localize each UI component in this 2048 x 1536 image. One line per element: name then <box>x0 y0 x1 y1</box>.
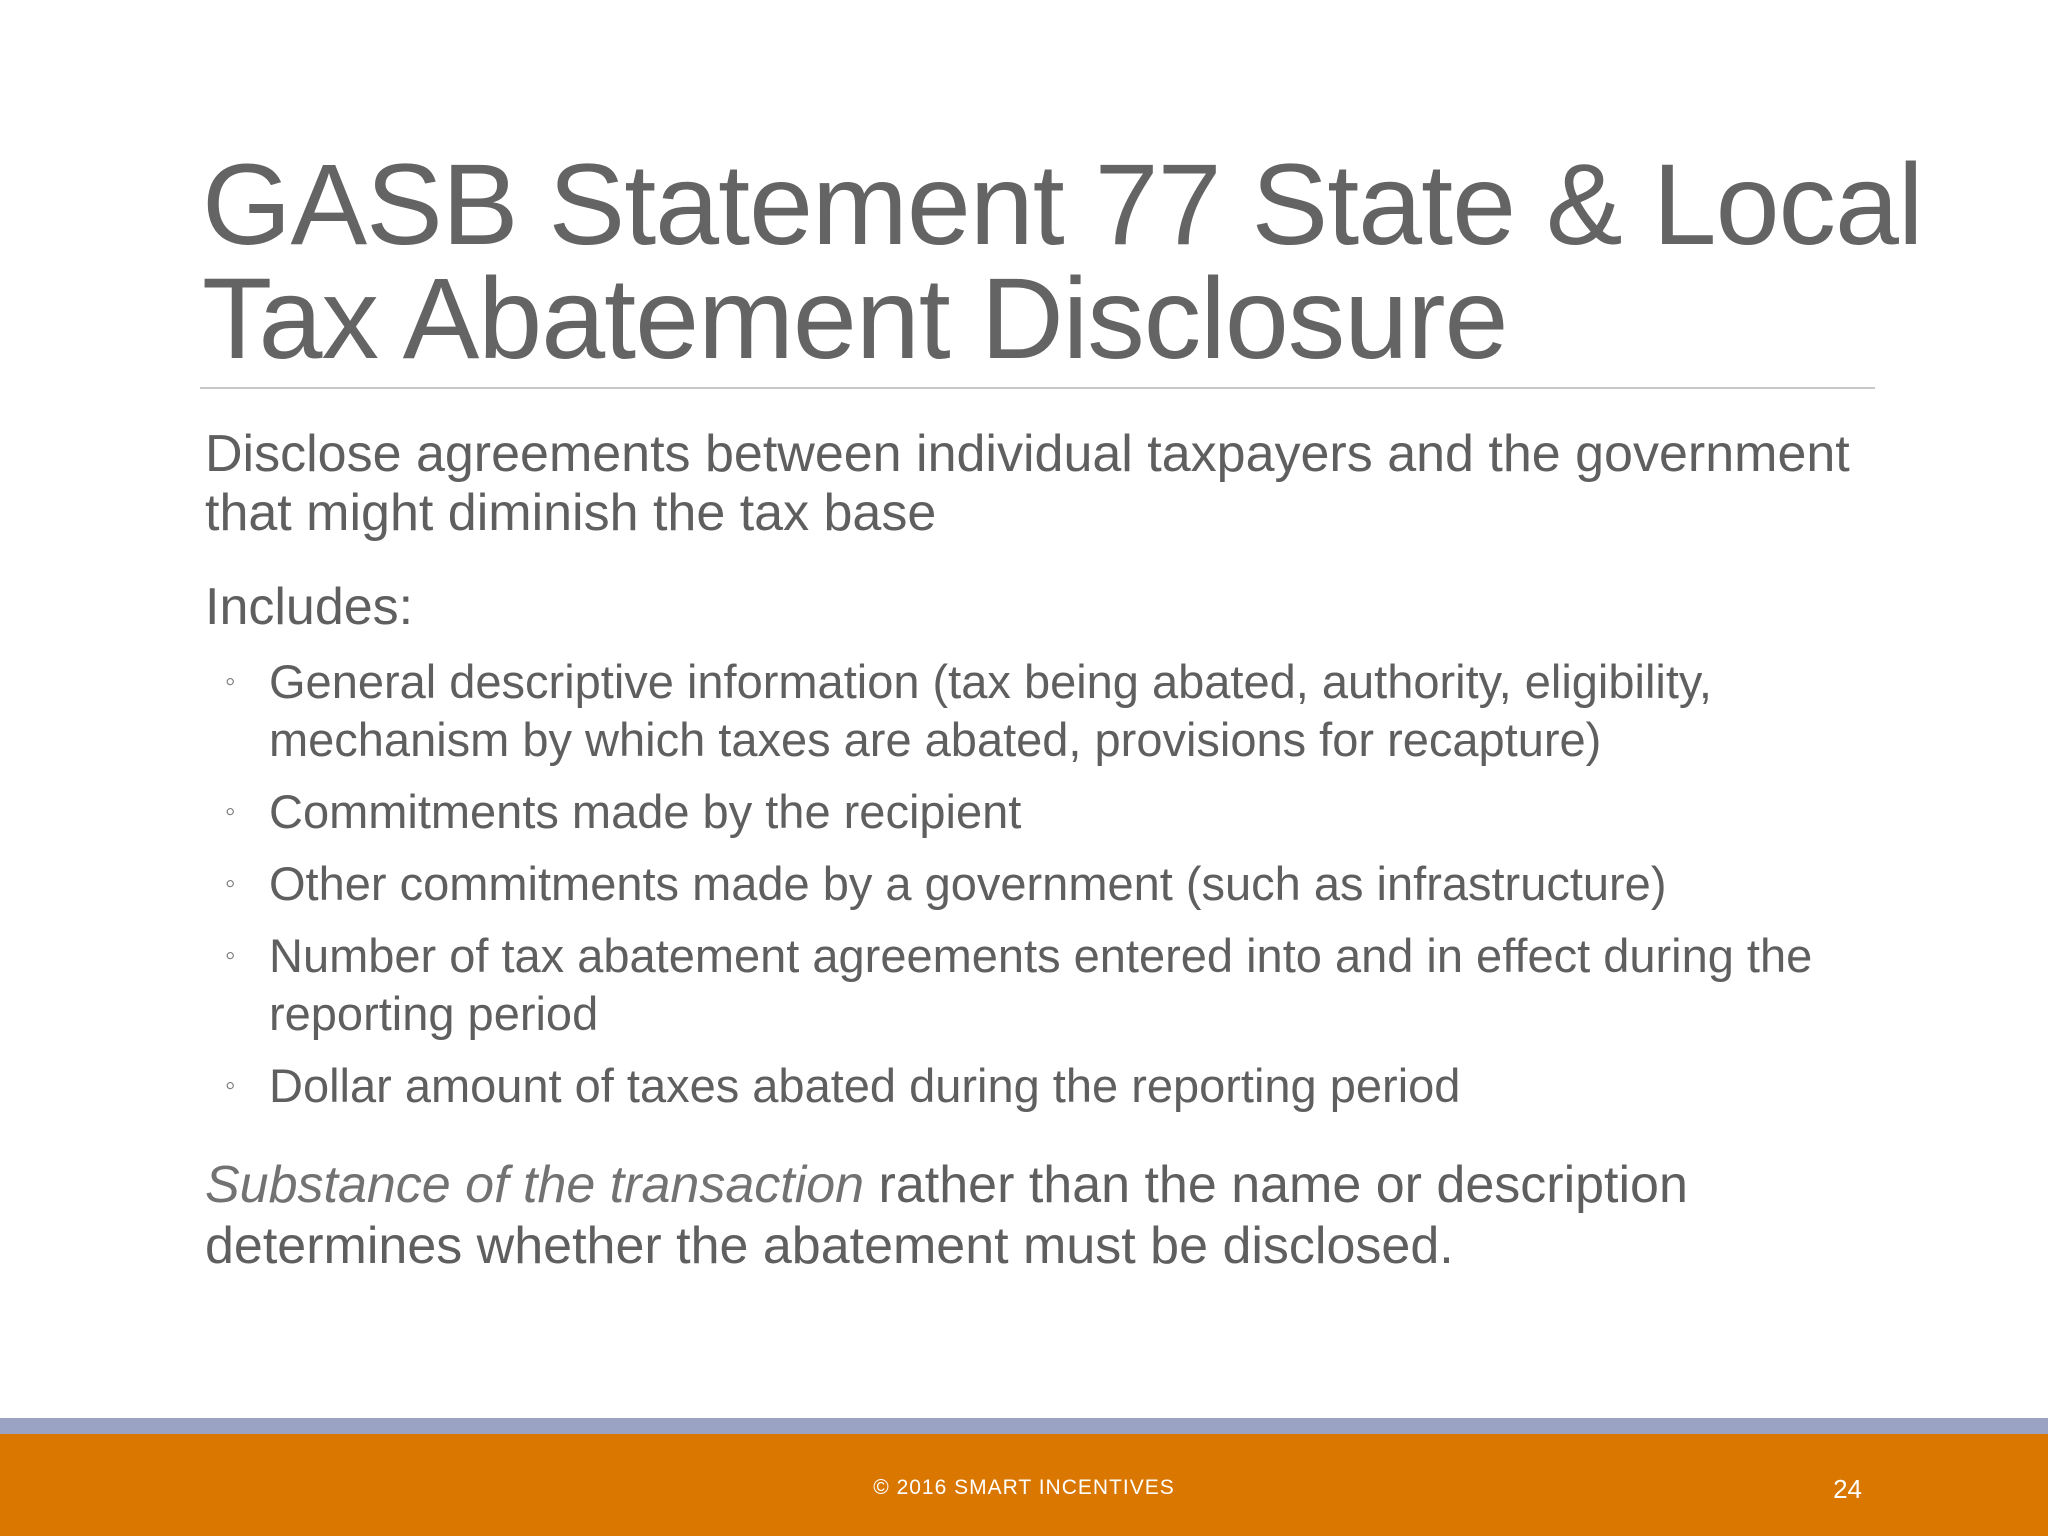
footer-bar <box>0 1434 2048 1536</box>
bullet-circle-icon: ◦ <box>225 1069 236 1102</box>
list-item <box>205 653 1885 769</box>
bullet-circle-icon: ◦ <box>225 795 236 828</box>
page-number: 24 <box>1833 1474 1862 1504</box>
slide-body <box>205 425 1885 1277</box>
copyright-text: © 2016 SMART INCENTIVES <box>873 1476 1175 1499</box>
includes-label: Includes: <box>205 578 414 636</box>
title-divider <box>200 387 1875 389</box>
bullet-circle-icon: ◦ <box>225 867 236 900</box>
substance-emphasis: Substance of the transaction <box>205 1156 865 1214</box>
list-item-text: General descriptive information (tax being abated, authority, eligibility, mechanism by which taxes are abated, provisions for recapture) <box>269 655 1712 766</box>
slide-title-line-1: GASB Statement 77 State & Local <box>202 141 1923 269</box>
bullet-circle-icon: ◦ <box>225 665 236 698</box>
list-item-text: Dollar amount of taxes abated during the reporting period <box>269 1059 1461 1112</box>
list-item <box>205 855 1885 913</box>
list-item <box>205 1057 1885 1115</box>
intro-paragraph: Disclose agreements between individual taxpayers and the government that might diminish the tax base <box>205 425 1850 542</box>
slide-title <box>202 141 1923 383</box>
list-item-text: Other commitments made by a government (such as infrastructure) <box>269 857 1667 910</box>
bullet-circle-icon: ◦ <box>225 939 236 972</box>
list-item <box>205 927 1885 1043</box>
list-item-text: Number of tax abatement agreements entered into and in effect during the reporting period <box>269 929 1813 1040</box>
footer-accent-band <box>0 1418 2048 1434</box>
list-item <box>205 783 1885 841</box>
slide-title-line-2: Tax Abatement Disclosure <box>202 255 1508 383</box>
includes-list <box>205 653 1885 1115</box>
list-item-text: Commitments made by the recipient <box>269 785 1022 838</box>
substance-paragraph <box>205 1155 1885 1277</box>
substance-rest: rather than the name or description determines whether the abatement must be disclosed. <box>205 1156 1688 1275</box>
